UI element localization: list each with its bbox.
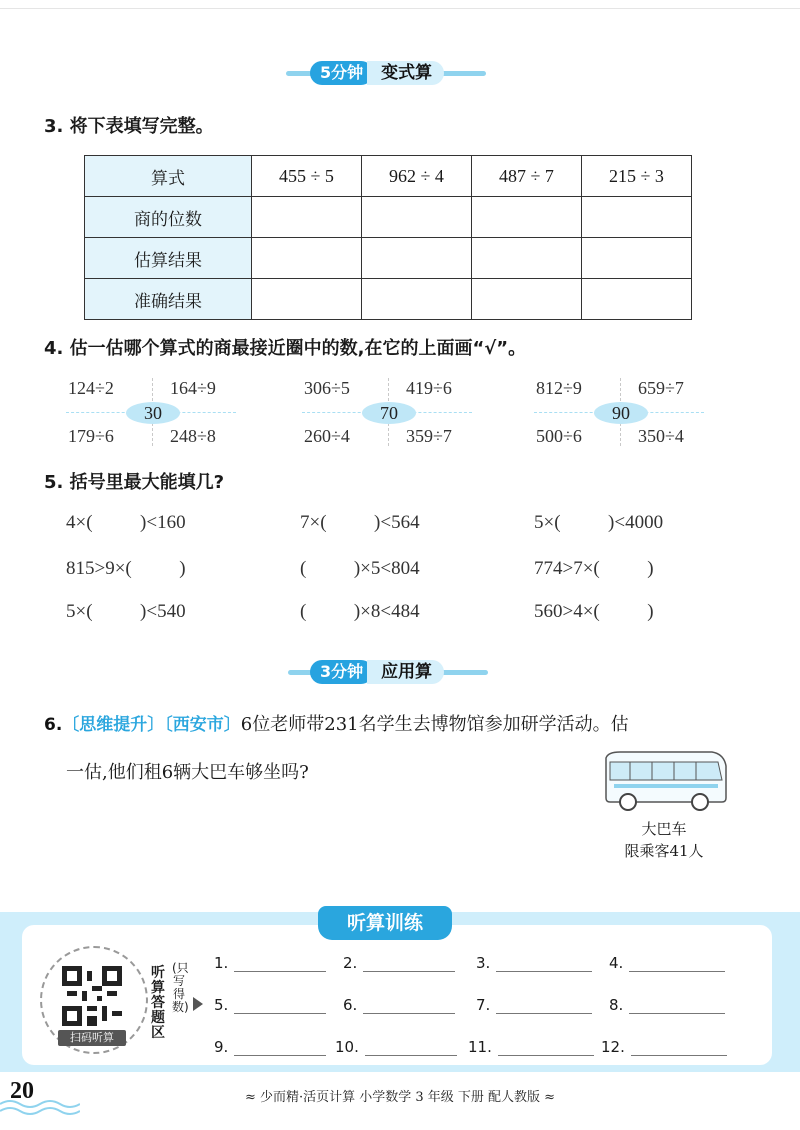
answer-cell[interactable] [582, 279, 692, 320]
answer-blank[interactable]: 12. [601, 1038, 727, 1056]
q6-text: 6位老师带231名学生去博物馆参加研学活动。估 [240, 714, 629, 735]
footer-text: ≈ 少而精·活页计算 小学数学 3 年级 下册 配人教版 ≈ [244, 1090, 556, 1105]
listening-title: 听算训练 [318, 906, 452, 940]
tag-city: 〔西安市〕 [164, 715, 241, 735]
expression[interactable]: 260÷4 [304, 426, 350, 446]
answer-cell[interactable] [362, 197, 472, 238]
arrow-right-icon [193, 997, 203, 1011]
inequality-item[interactable]: ( )×5<804 [300, 558, 420, 579]
row-header: 商的位数 [85, 197, 252, 238]
tag-thinking: 〔思维提升〕 [62, 715, 165, 735]
expression[interactable]: 659÷7 [638, 378, 684, 398]
expression-cell: 455 ÷ 5 [252, 156, 362, 197]
answer-cell[interactable] [582, 197, 692, 238]
expression[interactable]: 248÷8 [170, 426, 216, 446]
answer-area-note: (只写得数) [172, 961, 189, 1014]
inequality-item[interactable]: 560>4×( ) [534, 601, 654, 622]
expression-cell: 962 ÷ 4 [362, 156, 472, 197]
answer-blank[interactable]: 2. [343, 954, 455, 972]
inequality-item[interactable]: 5×( )<540 [66, 601, 186, 622]
section-time-badge: 3分钟 [310, 660, 373, 684]
section-title: 应用算 [367, 660, 444, 684]
section-header-application [0, 657, 800, 687]
expression[interactable]: 359÷7 [406, 426, 452, 446]
qr-code-icon[interactable] [62, 966, 122, 1026]
q3-table [84, 155, 692, 320]
answer-blank[interactable]: 8. [609, 996, 725, 1014]
q6-number: 6. [44, 715, 63, 735]
q4-group-30 [66, 374, 266, 454]
bus-label: 大巴车 [641, 820, 687, 838]
target-circle: 70 [362, 402, 416, 424]
row-header: 估算结果 [85, 238, 252, 279]
target-circle: 90 [594, 402, 648, 424]
expression[interactable]: 179÷6 [68, 426, 114, 446]
expression[interactable]: 812÷9 [536, 378, 582, 398]
answer-blank[interactable]: 6. [343, 996, 455, 1014]
answer-blank[interactable]: 5. [214, 996, 326, 1014]
target-circle: 30 [126, 402, 180, 424]
answer-cell[interactable] [252, 197, 362, 238]
answer-cell[interactable] [582, 238, 692, 279]
expression[interactable]: 306÷5 [304, 378, 350, 398]
answer-blank[interactable]: 3. [476, 954, 592, 972]
inequality-item[interactable]: 815>9×( ) [66, 558, 186, 579]
expression[interactable]: 419÷6 [406, 378, 452, 398]
answer-cell[interactable] [252, 279, 362, 320]
q4-group-70 [302, 374, 502, 454]
answer-area-label: 听算答题区 [151, 965, 165, 1041]
bus-capacity: 限乘客41人 [624, 842, 704, 860]
inequality-item[interactable]: 774>7×( ) [534, 558, 654, 579]
answer-cell[interactable] [252, 238, 362, 279]
answer-cell[interactable] [472, 238, 582, 279]
answer-blank[interactable]: 11. [468, 1038, 594, 1056]
q6-line1 [44, 710, 629, 736]
q3-title: 3. 将下表填写完整。 [44, 116, 214, 137]
answer-blank[interactable]: 9. [214, 1038, 326, 1056]
bus-icon [600, 748, 730, 812]
expression[interactable]: 500÷6 [536, 426, 582, 446]
inequality-item[interactable]: 5×( )<4000 [534, 512, 664, 533]
inequality-item[interactable]: 4×( )<160 [66, 512, 186, 533]
row-header: 算式 [85, 156, 252, 197]
answer-blank[interactable]: 10. [335, 1038, 457, 1056]
answer-cell[interactable] [472, 197, 582, 238]
expression[interactable]: 164÷9 [170, 378, 216, 398]
row-header: 准确结果 [85, 279, 252, 320]
answer-blank[interactable]: 7. [476, 996, 592, 1014]
inequality-item[interactable]: 7×( )<564 [300, 512, 420, 533]
section-title: 变式算 [367, 61, 444, 85]
inequality-item[interactable]: ( )×8<484 [300, 601, 420, 622]
expression[interactable]: 350÷4 [638, 426, 684, 446]
page-number: 20 [10, 1078, 34, 1104]
answer-cell[interactable] [362, 279, 472, 320]
q6-line2: 一估,他们租6辆大巴车够坐吗? [66, 762, 309, 783]
expression-cell: 487 ÷ 7 [472, 156, 582, 197]
answer-blank[interactable]: 1. [214, 954, 326, 972]
scan-label[interactable]: 扫码听算 [58, 1030, 126, 1046]
top-rule [0, 8, 800, 9]
expression[interactable]: 124÷2 [68, 378, 114, 398]
q4-group-90 [534, 374, 734, 454]
q5-title: 5. 括号里最大能填几? [44, 472, 225, 493]
answer-cell[interactable] [472, 279, 582, 320]
section-time-badge: 5分钟 [310, 61, 373, 85]
answer-cell[interactable] [362, 238, 472, 279]
q4-title: 4. 估一估哪个算式的商最接近圈中的数,在它的上面画“√”。 [44, 338, 527, 359]
answer-blank[interactable]: 4. [609, 954, 725, 972]
expression-cell: 215 ÷ 3 [582, 156, 692, 197]
section-header-variant [0, 58, 800, 88]
